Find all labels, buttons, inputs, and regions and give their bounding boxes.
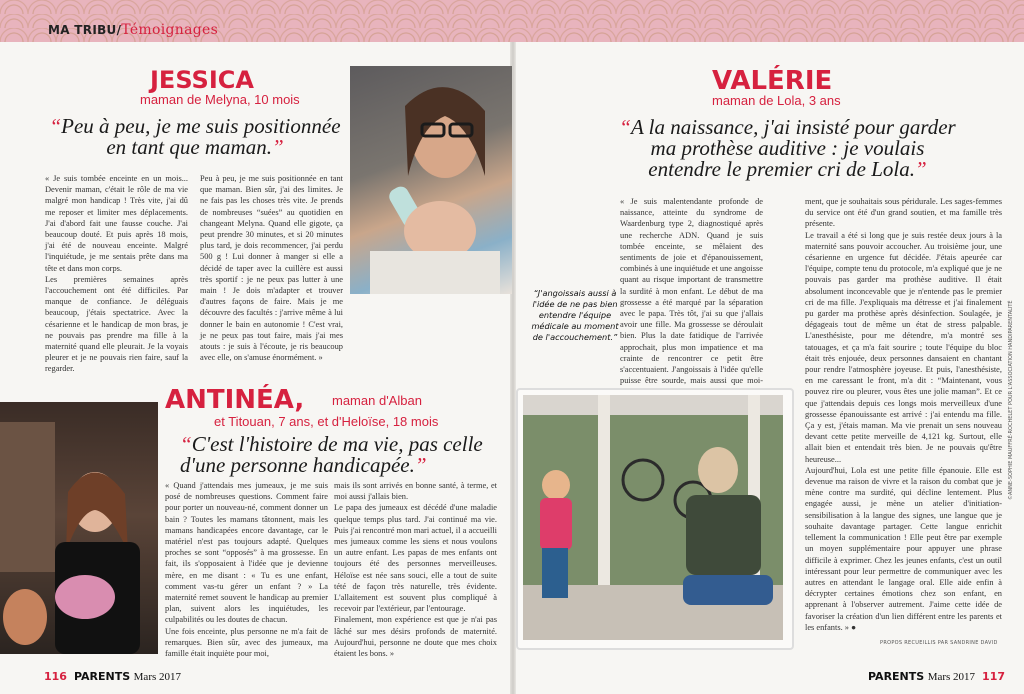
jessica-quote (40, 116, 350, 158)
antinea-column-2 (334, 480, 497, 659)
valerie-pullquote: “J'angoissais aussi à l'idée de ne pas bien entendre l'équipe médicale au moment de l'accouchement.” (531, 288, 619, 342)
section-label: MA TRIBU/ (48, 23, 122, 37)
antinea-photo (0, 402, 158, 654)
magazine-name: PARENTS (73, 670, 131, 683)
antinea-subtitle-line1: maman d'Alban (332, 393, 422, 408)
page-number-left: 116 (44, 670, 67, 683)
antinea-subtitle-line2: et Titouan, 7 ans, et d'Heloïse, 18 mois (214, 414, 439, 429)
antinea-name: ANTINÉA, (165, 385, 305, 415)
paragraph: Peu à peu, je me suis positionnée en tant que maman. Bien sûr, j'ai des limites. Je ne fais pas les choses très vite. Je prends de nombreuses “suées” au quotidien en changeant Melyna. Quand elle gigote, ça peut prendre 30 minutes, et si 20 minutes plus tard, je dois recommencer, j'ai perdu 500 g ! Lui donner à manger si elle a décidé de taper avec la cuillère est aussi très sportif : je ne peux pas lutter à une main ! Je dois m'adapter et trouver d'autres façons de faire. Mais je me découvre des facultés : j'arrive même à lui donner le bain en autonomie ! C'est vrai, je ne peux pas tout faire, mais j'ai mes atouts : je suis à l'écoute, je ris beaucoup avec elle, on s'amuse énormément. » (200, 174, 343, 363)
mother-daughter-window-image (518, 390, 792, 648)
antinea-column-1 (165, 480, 328, 659)
jessica-subtitle: maman de Melyna, 10 mois (140, 92, 300, 107)
photo-credit: ©ANNE-SOPHIE MAUFFRÉ-ROCHELET POUR L'ASSOCIATION HANDIPARENTALITÉ (1008, 300, 1014, 500)
valerie-name: VALÉRIE (712, 66, 833, 96)
antinea-quote (165, 434, 505, 476)
page-number-right: 117 (982, 670, 1006, 683)
valerie-quote-text: A la naissance, j'ai insisté pour garder ma prothèse auditive : je voulais entendre le premier cri de Lola. (630, 115, 956, 181)
jessica-quote-text: Peu à peu, je me suis positionnée en tant que maman. (61, 114, 341, 159)
paragraph: Une fois enceinte, plus personne ne m'a fait de remarques. Bien sûr, avec des jumeaux, ma famille était inquiète pour moi, (165, 626, 328, 659)
antinea-quote-text: C'est l'histoire de ma vie, pas celle d'une personne handicapée. (180, 432, 483, 477)
mother-breastfeeding-image (0, 402, 158, 654)
interview-credit: PROPOS RECUEILLIS PAR SANDRINE DAVID (880, 640, 998, 646)
quote-close: ” (414, 453, 427, 477)
magazine-name: PARENTS (868, 670, 925, 683)
jessica-photo (350, 66, 512, 294)
valerie-photo (516, 388, 794, 650)
section-kicker (48, 22, 218, 38)
quote-open: “ (180, 432, 192, 456)
quote-open: “ (49, 114, 62, 138)
issue-date: Mars 2017 (927, 671, 976, 683)
valerie-column-2 (805, 196, 1002, 633)
paragraph: « Je suis malentendante profonde de naissance, atteinte du syndrome de Waardenburg type 2, diagnostiqué après une recherche ADN. Quand je suis tombée enceinte, se mêlaient des sentiments de joie et d'épanouissement, combinés à une inquiétude et une angoisse quant au risque important de transmettre la surdité à mon enfant. Le début de ma grossesse a été marqué par la séparation avec le papa. Très tôt, j'ai su que j'allais avoir une fille. Ma grossesse se déroulait bien. Plus la date fatidique de l'arrivée approchait, plus mon impatience et ma crainte de rencontrer ce petit être s'accentuaient. J'angoissais à l'idée qu'elle puisse être sourde, mais aussi que moi- (620, 197, 763, 386)
valerie-quote (615, 117, 960, 180)
jessica-name: JESSICA (150, 66, 254, 94)
paragraph: mais ils sont arrivés en bonne santé, à terme, et moi aussi j'allais bien. (334, 481, 497, 502)
valerie-column-1 (620, 196, 763, 409)
jessica-column-2 (200, 173, 343, 363)
paragraph: ment, que je souhaitais sous péridurale. Les sages-femmes du service ont été d'un grand soutien, et ma famille très présente. (805, 197, 1002, 229)
paragraph: Finalement, mon expérience est que je n'ai pas lâché sur mes désirs profonds de maternité. Aujourd'hui, personne ne doute que mes choix étaient les bons. » (334, 615, 497, 659)
subsection-label: Témoignages (121, 22, 219, 38)
paragraph: Les premières semaines après l'accouchement ont été difficiles. Par manque de confiance. Je déléguais beaucoup, j'étais spectatrice. Avec la césarienne et le handicap de mon bras, je ne pouvais pas prendre ma fille à la maternité quand elle pleurait. Je la voyais pleurer et je ne pouvais rien faire, sauf la regarder. (45, 274, 188, 374)
jessica-column-1 (45, 173, 188, 375)
valerie-subtitle: maman de Lola, 3 ans (712, 93, 841, 108)
footer-left (44, 670, 181, 683)
quote-close: ” (915, 157, 927, 181)
quote-open: “ (619, 115, 631, 139)
footer-right (868, 670, 1005, 683)
paragraph: « Je suis tombée enceinte en un mois... Devenir maman, c'était le rôle de ma vie malgré mon handicap ! Très vite, j'ai dû me reposer et limiter mes déplacements. J'ai d'abord fait une fausse couche. J'ai beaucoup douté. Et puis après 18 mois, j'ai été de nouveau enceinte. Malgré l'inquiétude, je me sentais prête dans ma tête et dans mon corps. (45, 174, 188, 273)
paragraph: Le papa des jumeaux est décédé d'une maladie quelque temps plus tard. J'ai continué ma vie. Puis j'ai rencontré mon mari actuel, il a accueilli mes jumeaux comme les siens et nous voulons un autre enfant. Les papas de mes enfants ont toujours été des personnes merveilleuses. Héloïse est née sans souci, elle a tout de suite tété de façon très naturelle, très évidente. L'allaitement est souvent plus compliqué à recevoir par l'extérieur, par l'entourage. (334, 503, 497, 614)
paragraph: Le travail a été si long que je suis restée deux jours à la maternité sans pouvoir accoucher. Au troisième jour, une césarienne en urgence fut décidée. J'étais apeurée car l'équipe, compte tenu du protocole, m'a expliqué que je ne pouvais pas garder ma prothèse auditive. Il était absolument inconcevable que je n'entende pas le premier cri de ma fille. J'expliquais ma détresse et j'ai finalement pu garder ma prothèse après désinfection. Soulagée, je dégageais tout de même un état de stress palpable. L'anesthésiste, pour me détendre, m'a montré ses tatouages, et ça m'a fait sourire ; toute l'équipe du bloc était très enjouée, deux personnes dansaient en chantant pour rendre l'atmosphère joyeuse. Et puis, l'anesthésiste, en me caressant le front, m'a dit : “Maintenant, vous pouvez rire ou pleurer, vous êtes une jolie maman”. Et ce que j'attendais depuis ces longs mois merveilleux d'une grossesse épanouissante est arrivé : j'ai entendu ma fille. Ça y est, j'étais maman. Ma vie prenait un sens nouveau devant cette petite merveille de 4,121 kg. Surtout, elle allait bien et entendait très bien. Je ne pouvais qu'être heureuse... (805, 230, 1002, 464)
issue-date: Mars 2017 (133, 671, 182, 683)
quote-close: ” (271, 135, 284, 159)
mother-bottle-feeding-image (350, 66, 512, 294)
paragraph: Aujourd'hui, Lola est une petite fille épanouie. Elle est devenue ma raison de vivre et la raison du combat que je mène contre ma surdité, qui décline lentement. Plus engagée aussi, je mène un atelier d'initiation-sensibilisation à la langue des signes, une langue que je souhaite davantage partager. Cette langue enrichit tellement la communication ! Elle peut être par exemple un moyen supplémentaire pour appuyer une phrase difficile à exprimer. Chez les jeunes enfants, c'est un outil intéressant pour leur permettre de communiquer avec les autres en attendant le langage oral. Elle aide enfin à décrypter certaines émotions chez son enfant, en apprenant à l'observer autrement. J'aime cette idée de favoriser la création d'un lien différent entre les parents et les enfants. » ● (805, 465, 1002, 632)
paragraph: « Quand j'attendais mes jumeaux, je me suis posé de nombreuses questions. Comment faire pour porter un nouveau-né, comment donner un bain ? Toutes les mamans tâtonnent, mais les mamans handicapées encore davantage, car le matériel n'est pas toujours adapté. Quelques proches se sont “opposés” à ma grossesse. En fait, ils s'opposaient à l'idée que je devienne mère, en me disant : « Tu es une enfant, comment vas-tu gérer un enfant ? » La maternité remet souvent le handicap au premier plan, suivent alors les inquiétudes, les culpabilités ou les doutes de chacun. (165, 481, 328, 625)
